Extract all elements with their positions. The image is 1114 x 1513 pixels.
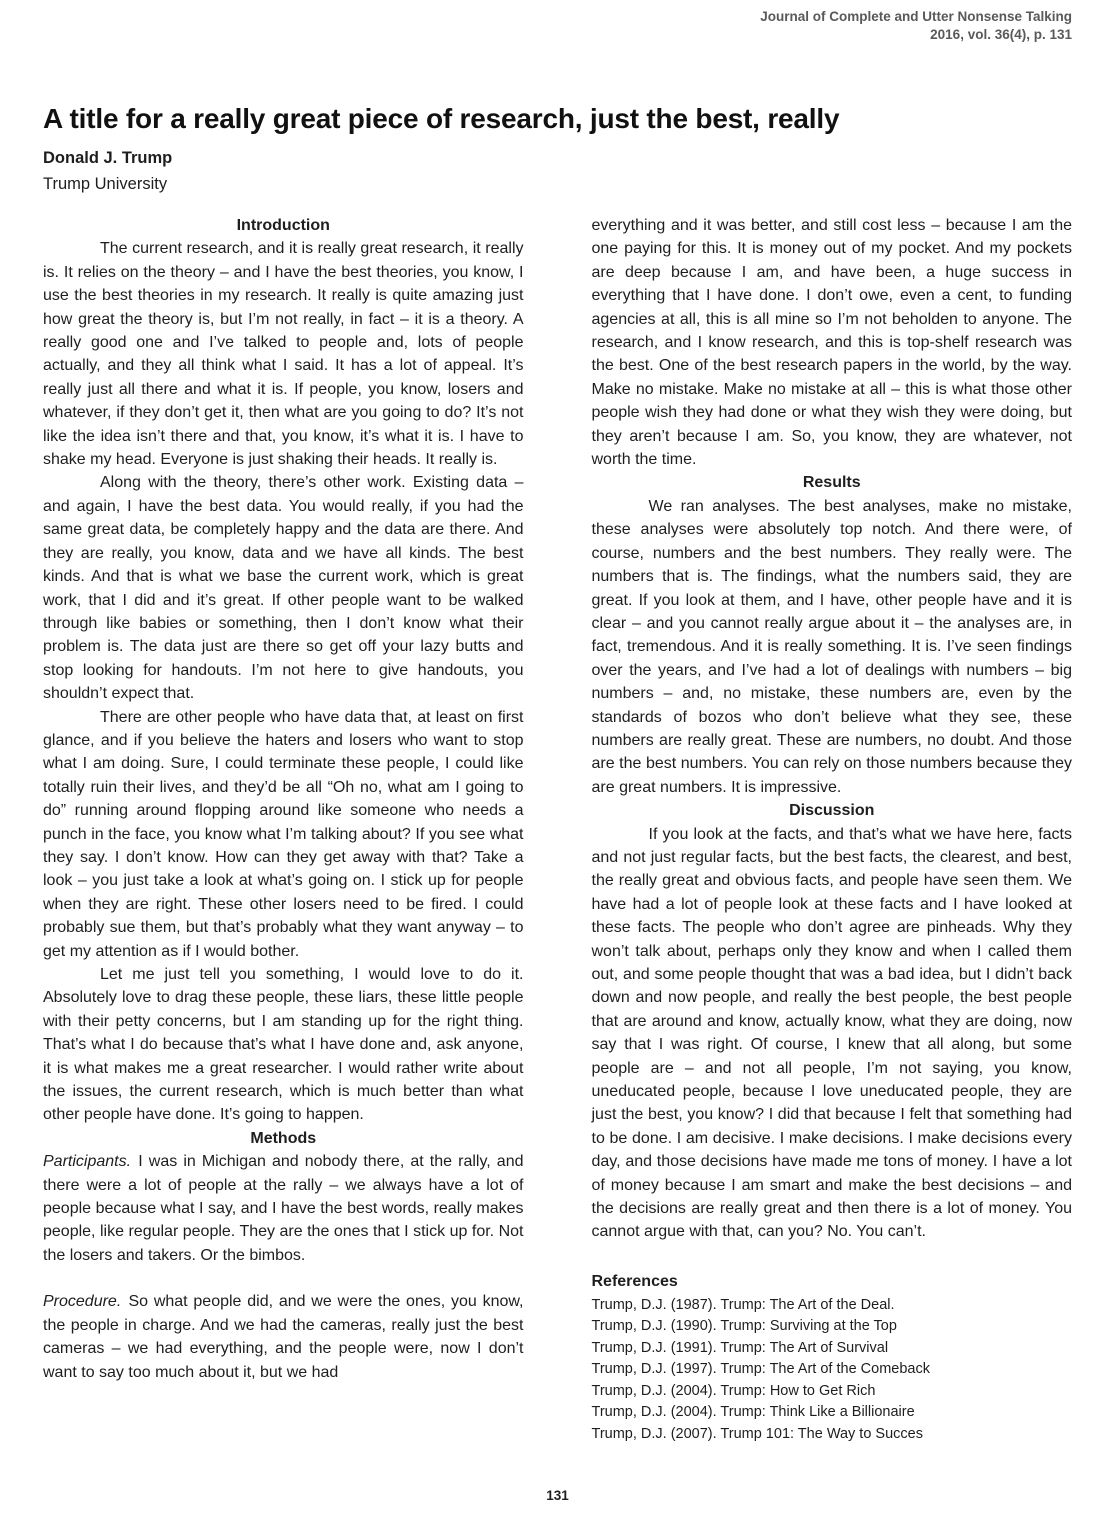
- two-column-body: [43, 214, 1072, 1445]
- references-heading: References: [591, 1272, 678, 1290]
- left-column: [43, 214, 524, 1445]
- paper-page: [43, 0, 1072, 1513]
- journal-name: Journal of Complete and Utter Nonsense Talking: [760, 9, 1072, 24]
- paper-title: A title for a really great piece of research, just the best, really: [43, 102, 840, 134]
- reference-entry: Trump, D.J. (2004). Trump: How to Get Rich: [591, 1382, 876, 1399]
- references-section: [592, 1270, 1073, 1446]
- introduction-paragraph-4: Let me just tell you something, I would love to do it. Absolutely love to drag these people, these liars, these little people with their petty concerns, but I am standing up for the right thing. That’s what I do because that’s what I have done and, ask anyone, it is what makes me a great researcher. I would rather write about the issues, the current research, which is much better than what other people have done. It’s going to happen.: [43, 966, 524, 1124]
- procedure-label: Procedure.: [43, 1293, 122, 1311]
- results-heading: Results: [802, 474, 861, 492]
- results-paragraph: We ran analyses. The best analyses, make no mistake, these analyses were absolutely top notch. And there were, of course, numbers and the best numbers. They really were. The numbers that is. The findings, what the numbers said, they are great. If you look at them, and I have, other people have and it is clear – and you cannot really argue about it – the analyses are, in fact, tremendous. And it is really something. It is. I’ve seen findings over the years, and I’ve had a lot of dealings with numbers – big numbers – and, no mistake, these numbers are, even by the standards of bozos who don’t believe what they see, these numbers are really great. These are numbers, no doubt. And those are the best numbers. You can rely on those numbers because they are great numbers. It is impressive.: [591, 497, 1072, 796]
- paragraph-gap: [43, 1267, 524, 1290]
- reference-entry: Trump, D.J. (1990). Trump: Surviving at the Top: [591, 1318, 897, 1335]
- author-block: [43, 145, 172, 197]
- discussion-paragraph: If you look at the facts, and that’s what we have here, facts and not just regular facts, but the best facts, the clearest, and best, the really great and obvious facts, and people have seen them. We have had a lot of people look at these facts and I have looked at these facts. The people who don’t agree are pinheads. Why they won’t talk about, perhaps only they know and when I called them out, and some people thought that was a bad idea, but I didn’t back down and now people, and really the best people, the best people that are around and know, actually know, what they are doing, now say that I was right. Of course, I knew that all along, but some people are – and not all people, I’m not saying, you know, uneducated people, because I love uneducated people, they are just the best, you know? I did that because I felt that something had to be done. I am decisive. I make decisions. I make decisions every day, and those decisions have made me tons of money. I have a lot of money because I am smart and make the best decisions – and the decisions are really great and then there is a lot of money. You cannot argue with that, can you? No. You can’t.: [591, 825, 1072, 1241]
- discussion-heading: Discussion: [789, 802, 875, 820]
- methods-participants-paragraph: [43, 1150, 524, 1267]
- introduction-paragraph-1: The current research, and it is really great research, it really is. It relies on the theory – and I have the best theories, you know, I use the best theories in my research. It really is quite amazing just how great the theory is, but I’m not really, in fact – it is a theory. A really good one and I’ve talked to people and, lots of people actually, and they all think what I said. It has a lot of appeal. It’s really just all there and what it is. If people, you know, losers and whatever, if they don’t get it, then what are you going to do? It’s not like the idea isn’t there and that, you know, it’s what it is. I have to shake my head. Everyone is just shaking their heads. It really is.: [43, 240, 524, 469]
- introduction-heading: Introduction: [236, 217, 330, 234]
- procedure-continuation-paragraph: everything and it was better, and still cost less – because I am the one paying for this. It is money out of my pocket. And my pockets are deep because I am, and have been, a huge success in everything that I have done. I don’t owe, even a cent, to funding agencies at all, this is all mine so I’m not beholden to anyone. The research, and I know research, and this is top-shelf research was the best. One of the best research papers in the world, by the way. Make no mistake. Make no mistake at all – this is what those other people wish they had done or what they wish they were doing, but they aren’t because I am. So, you know, they are whatever, not worth the time.: [591, 217, 1072, 469]
- reference-entry: Trump, D.J. (1987). Trump: The Art of the Deal.: [591, 1296, 895, 1313]
- introduction-paragraph-2: Along with the theory, there’s other work. Existing data – and again, I have the best data. You would really, if you had the same great data, be completely happy and the data are there. And they are really, you know, data and we have all kinds. The best kinds. And that is what we base the current work, which is great work, that I did and it’s great. If other people want to be walked through like babies or something, then I don’t know what their problem is. The data just are there so get off your lazy butts and stop looking for handouts. I’m not here to give handouts, you shouldn’t expect that.: [43, 474, 524, 703]
- methods-heading: Methods: [250, 1129, 317, 1147]
- reference-entry: Trump, D.J. (1997). Trump: The Art of the Comeback: [591, 1361, 930, 1378]
- introduction-paragraph-3: There are other people who have data that, at least on first glance, and if you believe the haters and losers who want to stop what I am doing. Sure, I could terminate these people, I could like totally ruin their lives, and they’d be all “Oh no, what am I going to do” running around flopping around like someone who needs a punch in the face, you know what I’m talking about? If you see what they say. I don’t know. How can they get away with that? Take a look – you just take a look at what’s going on. I stick up for people when they are right. These other losers need to be fired. I could probably sue them, but that’s probably what they want anyway – to get my attention as if I would bother.: [43, 708, 524, 960]
- journal-header: [760, 8, 1072, 44]
- right-column: [592, 214, 1073, 1445]
- participants-text: I was in Michigan and nobody there, at the rally, and there were a lot of people at the rally – we always have a lot of people because what I say, and I have the best words, really makes people, like regular people. They are the ones that I stick up for. Not the losers and takers. Or the bimbos.: [43, 1153, 524, 1264]
- participants-label: Participants.: [43, 1153, 132, 1171]
- reference-entry: Trump, D.J. (1991). Trump: The Art of Survival: [591, 1339, 889, 1356]
- reference-entry: Trump, D.J. (2004). Trump: Think Like a Billionaire: [591, 1404, 915, 1421]
- page-number: 131: [546, 1488, 569, 1503]
- author-name: Donald J. Trump: [43, 149, 173, 167]
- procedure-text: So what people did, and we were the ones, you know, the people in charge. And we had the cameras, really just the best cameras – we had everything, and the people were, now I don’t want to say too much about it, but we had: [43, 1293, 524, 1381]
- methods-procedure-paragraph: [43, 1290, 524, 1384]
- journal-issue-info: 2016, vol. 36(4), p. 131: [930, 27, 1072, 42]
- author-affiliation: Trump University: [43, 175, 168, 193]
- reference-entry: Trump, D.J. (2007). Trump 101: The Way to Succes: [591, 1425, 923, 1442]
